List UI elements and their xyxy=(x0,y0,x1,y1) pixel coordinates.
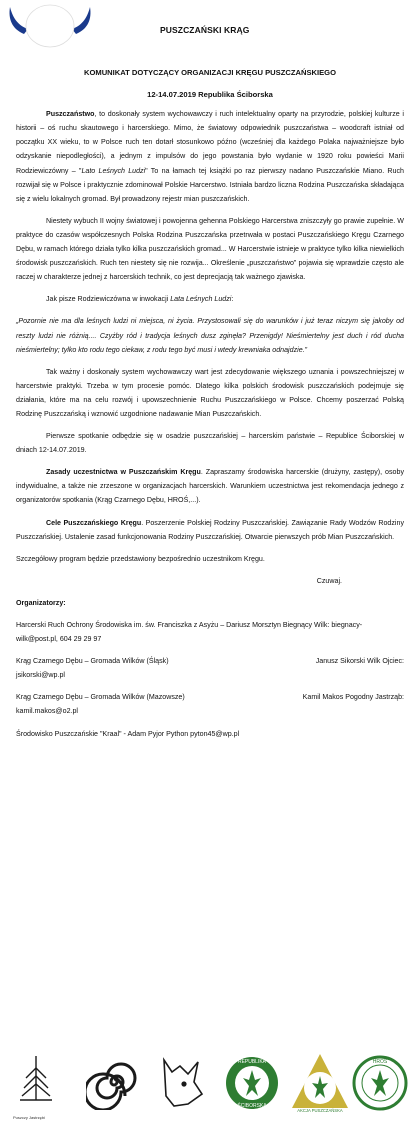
akcja-puszczanska-badge xyxy=(290,1052,350,1114)
book-title: Lato Leśnych Ludzi xyxy=(81,166,146,175)
bold-term: Cele Puszczańskiego Kręgu xyxy=(46,518,142,527)
logos-row xyxy=(10,1052,410,1120)
wolf-head-logo xyxy=(158,1052,208,1112)
organizers-heading: Organizatorzy: xyxy=(16,598,66,607)
organizer-entry: Harcerski Ruch Ochrony Środowiska im. św. Franciszka z Asyżu – Dariusz Morsztyn Biegnący Wilk: biegnacy-wilk@post.pl, 604 29 29 97 xyxy=(16,621,363,644)
text-span: . Poszerzenie Polskiej Rodziny Puszczańskiej. Zawiązanie Rady Wodzów Rodziny Puszczańskiej. Ustalenie zasad funkcjonowania Rodziny Puszczańskiej. Otwarcie pierwszych prób Mian Puszczańskich. xyxy=(16,518,404,541)
document-title: KOMUNIKAT DOTYCZĄCY ORGANIZACJI KRĘGU PUSZCZAŃSKIEGO xyxy=(83,68,336,77)
paragraph-quote-intro xyxy=(16,292,404,306)
closing-greeting: Czuwaj. xyxy=(316,576,342,585)
text-span: " To na łamach tej książki po raz pierwszy nadano Puszczańskie Miano. Ruch rozwijał się w Polsce i praktycznie zdominował Polskie Harcerstwo. Istniała bardzo liczna Rodzina Puszczańska składająca się z wielu lokalnych gromad. Był prowadzony rejestr mian puszczańskich. xyxy=(16,166,404,203)
organizer-entry: Środowisko Puszczańskie "Kraal" - Adam Pyjor Python pyton45@wp.pl xyxy=(16,729,240,738)
republika-sciborska-badge xyxy=(224,1052,280,1114)
hros-badge xyxy=(352,1052,408,1114)
paragraph-mission: Tak ważny i doskonały system wychowawczy wart jest zdecydowanie większego uznania i powszechniejszej w harcerstwie praktyki. Trzeba w tym procesie pomóc. Dlatego kilka polskich środowisk puszczańskich podejmuje się działania, które ma na celu rozwój i upowszechnienie Ruchu Puszczańskiego w Polsce. Chcemy poszerzać Polską Rodzinę Puszczańską i wznowić uzgodnione nadawanie Mian Puszczańskich. xyxy=(16,367,404,418)
text-span: . Zapraszamy środowiska harcerskie (drużyny, zastępy), osoby indywidualne, a także nie zrzeszone w organizacjach harcerskich. Warunkiem uczestnictwa jest rekomendacja jednego z organizatorów spotkania (Krąg Czarnego Dębu, HROŚ,...). xyxy=(16,468,404,505)
text-span: , to doskonały system wychowawczy i ruch intelektualny oparty na przyrodzie, polskiej kulturze i historii – oś ruchu skautowego i harcerskiego. Mimo, że światowy odpowiednik puszczaństwa – woodcraft istniał od początku XX wieku, to w Polsce ruch ten dotarł stosunkowo późno (wcześniej dla każdego Polaka najważniejsze było odzyskanie niepodległości), a jednym z impulsów do jego powstania było wydanie w 1920 roku powieści Marii Rodziewiczówny – " xyxy=(16,110,404,175)
document-date: 12-14.07.2019 Republika Ściborska xyxy=(147,90,273,100)
paragraph-first-meeting: Pierwsze spotkanie odbędzie się w osadzie puszczańskiej – harcerskim państwie – Republice Ściborskiej w dniach 12-14.07.2019. xyxy=(16,432,404,455)
badge-ring-bottom: ŚCIBORSKA xyxy=(237,1103,267,1109)
organizer-person: Janusz Sikorski Wilk Ojciec: xyxy=(315,657,404,666)
paragraph-goals xyxy=(16,516,404,544)
paragraph-rules xyxy=(16,465,404,507)
bold-term: Puszczaństwo xyxy=(46,110,95,119)
badge-ring-top: REPUBLIKA xyxy=(237,1059,267,1065)
badge-ring-text: AKCJA PUSZCZAŃSKA xyxy=(297,1108,343,1113)
document-body xyxy=(16,66,404,749)
paragraph-intro xyxy=(16,107,404,206)
spiral-logo xyxy=(86,1054,142,1110)
logo-caption: Puszczy Jastrzębi xyxy=(13,1115,46,1120)
book-title: Lata Leśnych Ludzi xyxy=(170,295,232,304)
header-title: PUSZCZAŃSKI KRĄG xyxy=(160,25,250,35)
quote-block: „Pozornie nie ma dla leśnych ludzi ni miejsca, ni życia. Przystosowali się do warunków i już teraz niczym się jakoby od reszty ludzi nie różnią.... Czyżby ród i tradycja leśnych dusz zginęła? Przenigdy! Nieśmiertelny jest duch i ród ducha nieśmiertelny; tylko kto rodu tego ciekaw, z rodu tego być musi i wtedy krewniaka odnajdzie.” xyxy=(16,317,404,354)
paragraph-program: Szczegółowy program będzie przedstawiony bezpośrednio uczestnikom Kręgu. xyxy=(16,554,265,563)
paragraph-history: Niestety wybuch II wojny światowej i powojenna gehenna Polskiego Harcerstwa zniszczyły go prawie zupełnie. W praktyce do czasów współczesnych Polska Rodzina Puszczańska przetrwała w postaci Puszczańskiego Kręgu Czarnego Dębu, w ramach którego działa tylko kilka puszczańskich gromad... W Harcerstwie istnieje w praktyce tylko kilka niewielkich środowisk puszczańskich. Ruch ten niestety się nie rozwija... Określenie „puszczaństwo” pojawia się wprawdzie często ale raczej w charakterze jednej z harcerskich technik, co jest deprecjacją tak ważnego zjawiska. xyxy=(16,216,404,282)
bold-term: Zasady uczestnictwa w Puszczańskim Kręgu xyxy=(46,468,201,477)
organizer-group: Krąg Czarnego Dębu – Gromada Wilków (Mazowsze) xyxy=(16,693,185,702)
sprig-logo xyxy=(14,1052,58,1114)
organizer-email: jsikorski@wp.pl xyxy=(16,671,65,680)
badge-ring-top: HROŚ xyxy=(372,1059,388,1065)
horned-helmet-logo xyxy=(4,3,96,49)
organizer-entry xyxy=(16,690,404,718)
organizer-email: kamil.makos@o2.pl xyxy=(16,707,79,716)
organizer-group: Krąg Czarnego Dębu – Gromada Wilków (Śląsk) xyxy=(16,657,169,666)
text-span: Jak pisze Rodziewiczówna w inwokacji xyxy=(46,295,171,304)
organizer-entry xyxy=(16,654,404,682)
organizer-person: Kamil Makos Pogodny Jastrząb: xyxy=(302,693,404,702)
text-span: : xyxy=(231,295,234,304)
